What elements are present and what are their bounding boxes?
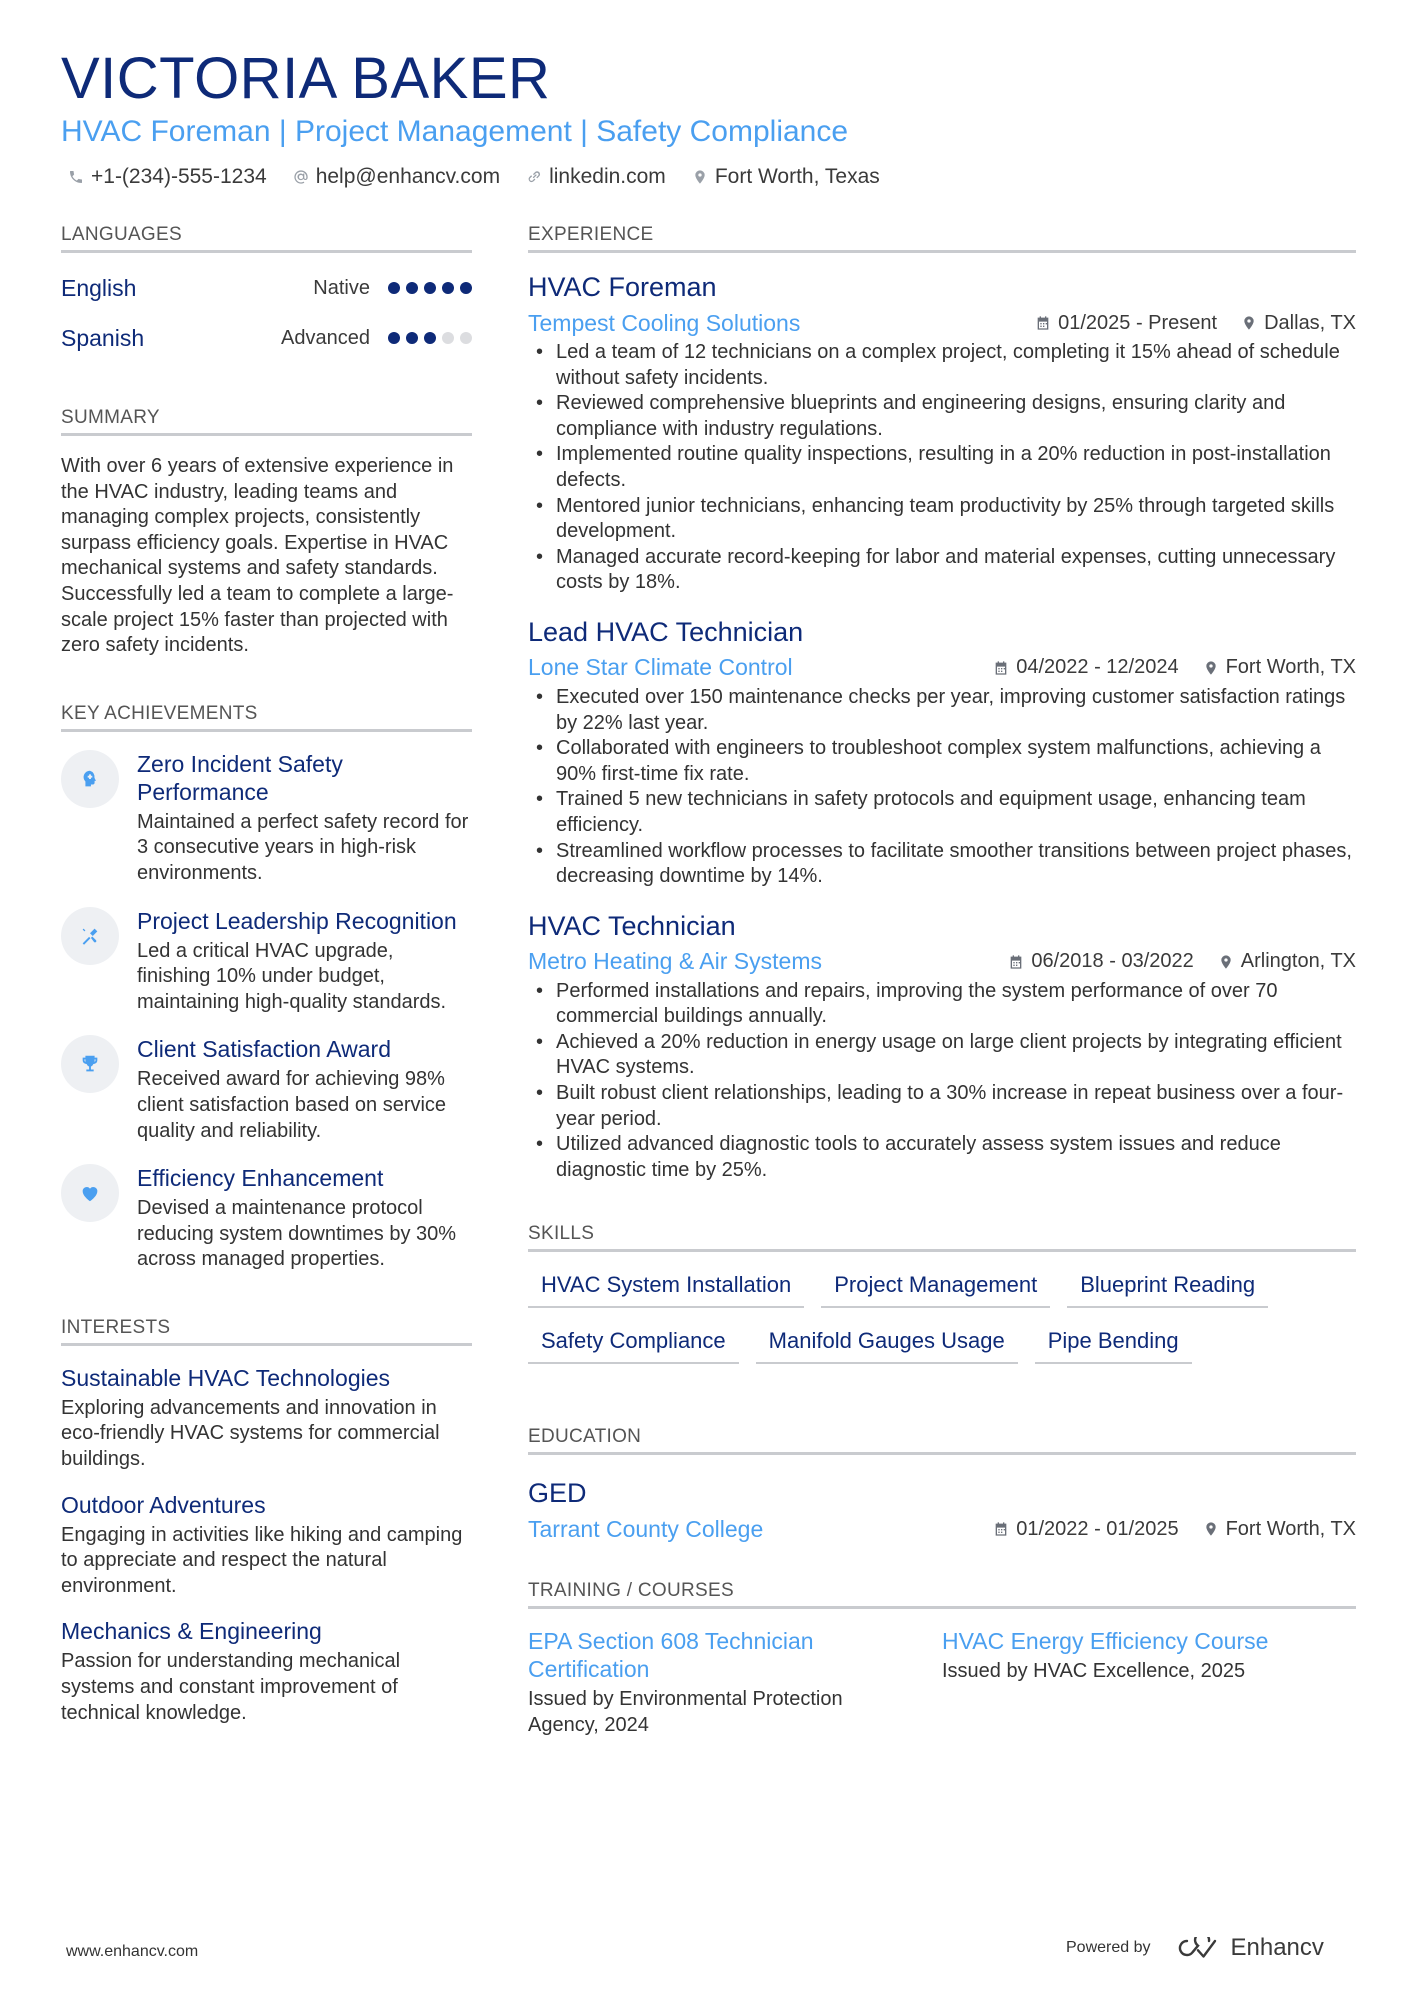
job-dates-text: 01/2025 - Present (1058, 311, 1218, 334)
rating-dot-filled (406, 332, 418, 344)
job-bullet: • Executed over 150 maintenance checks per year, improving customer satisfaction ratings by 22% last year. (528, 685, 1356, 736)
contact-linkedin[interactable] (526, 165, 666, 189)
language-rating (388, 282, 472, 294)
interest-item (61, 1364, 472, 1473)
job-bullet: • Streamlined workflow processes to facilitate smoother transitions between project phases, decreasing downtime by 14%. (528, 839, 1356, 890)
skills-list (528, 1272, 1356, 1364)
heart-icon (79, 1182, 101, 1204)
job-dates-text: 06/2018 - 03/2022 (1031, 950, 1194, 973)
interest-item (61, 1491, 472, 1600)
languages-section (61, 224, 472, 363)
achievement-desc: Devised a maintenance protocol reducing system downtimes by 30% across managed properties. (137, 1197, 457, 1271)
map-pin-icon (1241, 315, 1257, 331)
interest-desc: Engaging in activities like hiking and camping to appreciate and respect the natural environment. (61, 1523, 463, 1597)
summary-text: With over 6 years of extensive experience in the HVAC industry, leading teams and managing complex projects, consistently surpass efficiency goals. Expertise in HVAC mechanical systems and safety standards. Successfully led a team to complete a large-scale project 15% faster than projected with zero safety incidents. (61, 455, 454, 657)
education-heading: EDUCATION (528, 1426, 1356, 1455)
education-location (1203, 1518, 1356, 1541)
interests-section (61, 1317, 472, 1726)
rating-dot-filled (406, 282, 418, 294)
language-rating (388, 332, 472, 344)
education-degree: GED (528, 1478, 587, 1509)
tools-icon (79, 925, 101, 947)
job-dates (1008, 950, 1193, 973)
training-section (528, 1580, 1356, 1738)
job-bullets (528, 685, 1356, 890)
rating-dot-filled (424, 332, 436, 344)
phone-text: +1-(234)-555-1234 (91, 165, 267, 188)
achievement-title: Project Leadership Recognition (137, 907, 457, 934)
achievement-item (61, 1035, 472, 1144)
training-desc: Issued by Environmental Protection Agency, 2024 (528, 1688, 843, 1737)
training-heading: TRAINING / COURSES (528, 1580, 1356, 1609)
job-bullet: • Mentored junior technicians, enhancing team productivity by 25% through targeted skills development. (528, 494, 1356, 545)
achievement-title: Efficiency Enhancement (137, 1165, 384, 1192)
job-meta (528, 308, 1356, 338)
brand-name: Enhancv (1230, 1934, 1324, 1961)
footer-website[interactable]: www.enhancv.com (66, 1943, 199, 1960)
education-dates (993, 1518, 1178, 1541)
skill-tag: Pipe Bending (1035, 1328, 1192, 1364)
training-item (942, 1627, 1356, 1738)
job-title: HVAC Technician (528, 910, 736, 941)
language-item (61, 263, 472, 313)
contact-bar (68, 165, 880, 189)
contact-location (692, 165, 880, 189)
rating-dot-filled (424, 282, 436, 294)
calendar-icon (993, 1521, 1009, 1537)
interest-title: Sustainable HVAC Technologies (61, 1364, 391, 1391)
language-name: English (61, 274, 137, 301)
calendar-icon (1035, 315, 1051, 331)
job-location (1218, 950, 1356, 973)
job-meta (528, 653, 1356, 683)
achievement-desc: Led a critical HVAC upgrade, finishing 10% under budget, maintaining high-quality standards. (137, 939, 447, 1013)
skills-section (528, 1223, 1356, 1364)
summary-section (61, 407, 472, 659)
map-pin-icon (692, 169, 708, 185)
job-dates-text: 04/2022 - 12/2024 (1016, 656, 1179, 679)
rating-dot-empty (460, 332, 472, 344)
linkedin-text: linkedin.com (549, 165, 666, 188)
language-level: Native (313, 276, 370, 299)
education-school: Tarrant County College (528, 1515, 764, 1542)
job-title: Lead HVAC Technician (528, 616, 804, 647)
left-column (61, 224, 472, 1726)
job-company: Tempest Cooling Solutions (528, 309, 801, 336)
interest-item (61, 1617, 472, 1726)
job-bullet: • Managed accurate record-keeping for labor and material expenses, cutting unnecessary costs by 18%. (528, 545, 1356, 596)
interests-heading: INTERESTS (61, 1317, 472, 1346)
job-entry (528, 616, 1356, 890)
rating-dot-filled (388, 332, 400, 344)
powered-by-text: Powered by (1066, 1939, 1151, 1956)
training-desc: Issued by HVAC Excellence, 2025 (942, 1660, 1246, 1683)
interest-desc: Passion for understanding mechanical systems and constant improvement of technical knowledge. (61, 1650, 401, 1724)
rating-dot-filled (460, 282, 472, 294)
footer-brand (1066, 1934, 1324, 1962)
contact-phone[interactable] (68, 165, 267, 189)
headline: HVAC Foreman | Project Management | Safety Compliance (61, 115, 849, 148)
job-location (1241, 312, 1356, 335)
brain-icon (79, 768, 101, 790)
training-title: HVAC Energy Efficiency Course (942, 1628, 1269, 1655)
training-title: EPA Section 608 Technician Certification (528, 1628, 814, 1683)
job-bullet: • Collaborated with engineers to troubleshoot complex system malfunctions, achieving a 90% first-time fix rate. (528, 736, 1356, 787)
achievement-icon-wrap (61, 1164, 119, 1222)
achievement-title: Client Satisfaction Award (137, 1036, 391, 1063)
interest-desc: Exploring advancements and innovation in eco-friendly HVAC systems for commercial buildings. (61, 1396, 440, 1471)
map-pin-icon (1218, 954, 1234, 970)
job-bullet: • Achieved a 20% reduction in energy usage on large client projects by integrating efficient HVAC systems. (528, 1030, 1356, 1081)
job-location (1203, 656, 1356, 679)
education-dates-text: 01/2022 - 01/2025 (1016, 1517, 1179, 1540)
candidate-name: VICTORIA BAKER (61, 46, 551, 111)
at-icon (293, 169, 309, 185)
job-dates (993, 656, 1178, 679)
map-pin-icon (1203, 660, 1219, 676)
language-name: Spanish (61, 324, 145, 351)
education-meta (528, 1514, 1356, 1544)
job-location-text: Fort Worth, TX (1225, 656, 1356, 679)
trophy-icon (79, 1053, 101, 1075)
calendar-icon (1008, 954, 1024, 970)
education-location-text: Fort Worth, TX (1225, 1517, 1356, 1540)
job-dates (1035, 312, 1217, 335)
right-column (528, 224, 1356, 1739)
interest-title: Outdoor Adventures (61, 1491, 266, 1518)
achievement-item (61, 907, 472, 1016)
achievement-item (61, 1164, 472, 1273)
skill-tag: HVAC System Installation (528, 1272, 804, 1308)
calendar-icon (993, 660, 1009, 676)
interest-title: Mechanics & Engineering (61, 1618, 322, 1645)
job-bullet: • Led a team of 12 technicians on a complex project, completing it 15% ahead of schedule without safety incidents. (528, 340, 1356, 391)
enhancv-logo-icon (1175, 1937, 1221, 1959)
achievement-icon-wrap (61, 907, 119, 965)
job-entry (528, 910, 1356, 1184)
rating-dot-filled (442, 282, 454, 294)
job-bullet: • Utilized advanced diagnostic tools to accurately assess system issues and reduce diagnostic time by 25%. (528, 1132, 1356, 1183)
job-bullets (528, 340, 1356, 596)
achievements-section (61, 703, 472, 1273)
job-location-text: Arlington, TX (1240, 950, 1356, 973)
job-bullet: • Built robust client relationships, leading to a 30% increase in repeat business over a four-year period. (528, 1081, 1356, 1132)
achievement-item (61, 750, 472, 887)
training-list (528, 1627, 1356, 1738)
job-bullet: • Performed installations and repairs, improving the system performance of over 70 commercial buildings annually. (528, 979, 1356, 1030)
training-item (528, 1627, 942, 1738)
job-bullets (528, 979, 1356, 1184)
job-meta (528, 947, 1356, 977)
achievement-icon-wrap (61, 750, 119, 808)
experience-section (528, 224, 1356, 1183)
achievement-title: Zero Incident Safety Performance (137, 750, 343, 805)
language-item (61, 313, 472, 363)
job-location-text: Dallas, TX (1264, 311, 1356, 334)
contact-email[interactable] (293, 165, 500, 189)
job-bullet: • Implemented routine quality inspections, resulting in a 20% reduction in post-installation defects. (528, 442, 1356, 493)
education-section (528, 1426, 1356, 1544)
summary-heading: SUMMARY (61, 407, 472, 436)
skill-tag: Project Management (821, 1272, 1050, 1308)
skills-heading: SKILLS (528, 1223, 1356, 1252)
achievement-desc: Received award for achieving 98% client satisfaction based on service quality and reliability. (137, 1068, 447, 1142)
location-text: Fort Worth, Texas (714, 165, 880, 188)
skill-tag: Safety Compliance (528, 1328, 739, 1364)
languages-heading: LANGUAGES (61, 224, 472, 253)
job-bullet: • Trained 5 new technicians in safety protocols and equipment usage, enhancing team efficiency. (528, 787, 1356, 838)
link-icon (526, 169, 542, 185)
map-pin-icon (1203, 1521, 1219, 1537)
job-entry (528, 271, 1356, 596)
rating-dot-filled (388, 282, 400, 294)
experience-heading: EXPERIENCE (528, 224, 1356, 253)
achievements-heading: KEY ACHIEVEMENTS (61, 703, 472, 732)
rating-dot-empty (442, 332, 454, 344)
job-company: Metro Heating & Air Systems (528, 948, 822, 975)
job-company: Lone Star Climate Control (528, 654, 793, 681)
skill-tag: Blueprint Reading (1067, 1272, 1268, 1308)
phone-icon (68, 169, 84, 185)
email-text: help@enhancv.com (315, 165, 501, 188)
language-level: Advanced (281, 326, 370, 349)
achievement-icon-wrap (61, 1035, 119, 1093)
achievement-desc: Maintained a perfect safety record for 3 consecutive years in high-risk environments. (137, 810, 469, 884)
job-title: HVAC Foreman (528, 272, 717, 302)
skill-tag: Manifold Gauges Usage (756, 1328, 1018, 1364)
enhancv-logo[interactable] (1175, 1934, 1324, 1962)
job-bullet: • Reviewed comprehensive blueprints and engineering designs, ensuring clarity and compliance with industry regulations. (528, 391, 1356, 442)
